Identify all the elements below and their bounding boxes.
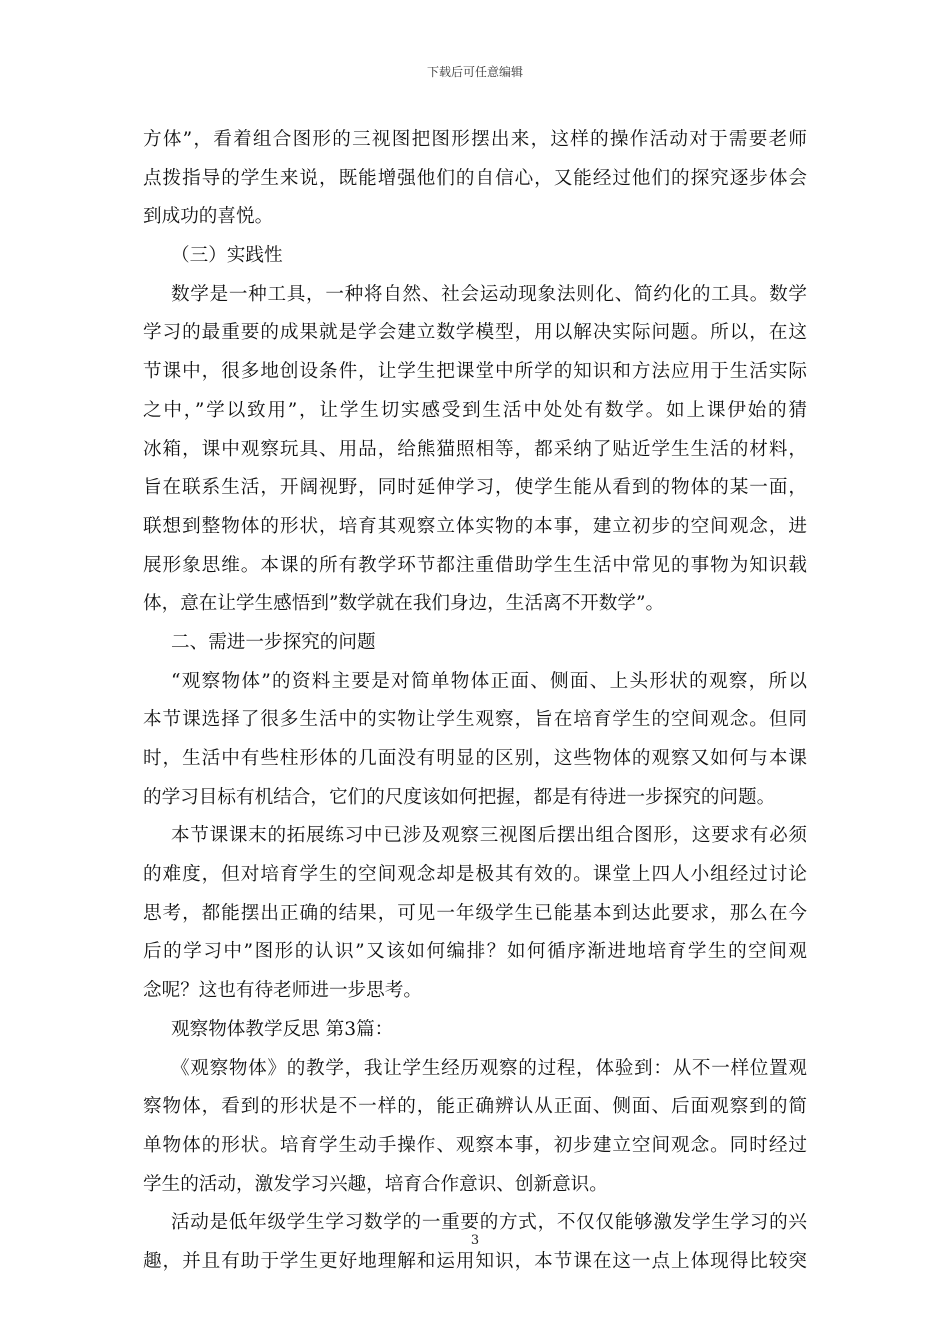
text-line: 到成功的喜悦。 <box>143 206 274 228</box>
text-line: “观察物体”的资料主要是对简单物体正面、侧面、上头形状的观察，所以 <box>171 670 807 692</box>
text-line: 联想到整物体的形状，培育其观察立体实物的本事，建立初步的空间观念，进 <box>143 515 807 537</box>
text-line: 节课中，很多地创设条件，让学生把课堂中所学的知识和方法应用于生活实际 <box>143 361 807 383</box>
section-heading: （三）实践性 <box>171 245 283 267</box>
text-line: 展形象思维。本课的所有教学环节都注重借助学生生活中常见的事物为知识载 <box>143 554 807 576</box>
text-line: 本节课选择了很多生活中的实物让学生观察，旨在培育学生的空间观念。但同 <box>143 709 807 731</box>
text-line: 单物体的形状。培育学生动手操作、观察本事，初步建立空间观念。同时经过 <box>143 1134 807 1156</box>
section-heading: 观察物体教学反思 第3篇： <box>171 1018 394 1040</box>
text-line: 后的学习中”图形的认识”又该如何编排？如何循序渐进地培育学生的空间观 <box>143 941 807 963</box>
text-line: 数学是一种工具，一种将自然、社会运动现象法则化、简约化的工具。数学 <box>171 283 807 305</box>
text-line: 念呢？这也有待老师进一步思考。 <box>143 980 422 1002</box>
text-line: 旨在联系生活，开阔视野，同时延伸学习，使学生能从看到的物体的某一面， <box>143 477 807 499</box>
text-line: 体，意在让学生感悟到”数学就在我们身边，生活离不开数学”。 <box>143 593 665 615</box>
text-line: 趣，并且有助于学生更好地理解和运用知识，本节课在这一点上体现得比较突 <box>143 1250 807 1272</box>
page-number: 3 <box>470 1233 480 1248</box>
text-line: 学习的最重要的成果就是学会建立数学模型，用以解决实际问题。所以，在这 <box>143 322 807 344</box>
text-line: 的学习目标有机结合，它们的尺度该如何把握，都是有待进一步探究的问题。 <box>143 786 776 808</box>
text-line: 察物体，看到的形状是不一样的，能正确辨认从正面、侧面、后面观察到的简 <box>143 1096 807 1118</box>
text-line: 的难度，但对培育学生的空间观念却是极其有效的。课堂上四人小组经过讨论 <box>143 864 807 886</box>
text-line: 方体”，看着组合图形的三视图把图形摆出来，这样的操作活动对于需要老师 <box>143 129 807 150</box>
text-line: 活动是低年级学生学习数学的一重要的方式，不仅仅能够激发学生学习的兴 <box>171 1212 807 1234</box>
section-heading: 二、需进一步探究的问题 <box>171 631 376 653</box>
text-line: 思考，都能摆出正确的结果，可见一年级学生已能基本到达此要求，那么在今 <box>143 902 807 924</box>
text-line: 冰箱，课中观察玩具、用品，给熊猫照相等，都采纳了贴近学生生活的材料， <box>143 438 807 460</box>
text-line: 学生的活动，激发学习兴趣，培育合作意识、创新意识。 <box>143 1173 608 1195</box>
body-text <box>143 121 807 1282</box>
text-line: 本节课课末的拓展练习中已涉及观察三视图后摆出组合图形，这要求有必须 <box>171 825 807 847</box>
text-line: 时，生活中有些柱形体的几面没有明显的区别，这些物体的观察又如何与本课 <box>143 748 807 769</box>
text-line: 点拨指导的学生来说，既能增强他们的自信心，又能经过他们的探究逐步体会 <box>143 167 807 189</box>
page-header: 下载后可任意编辑 <box>426 65 523 79</box>
text-line: 之中，”学以致用”，让学生切实感受到生活中处处有数学。如上课伊始的猜 <box>143 399 807 421</box>
text-line: 《观察物体》的教学，我让学生经历观察的过程，体验到：从不一样位置观 <box>171 1057 807 1079</box>
